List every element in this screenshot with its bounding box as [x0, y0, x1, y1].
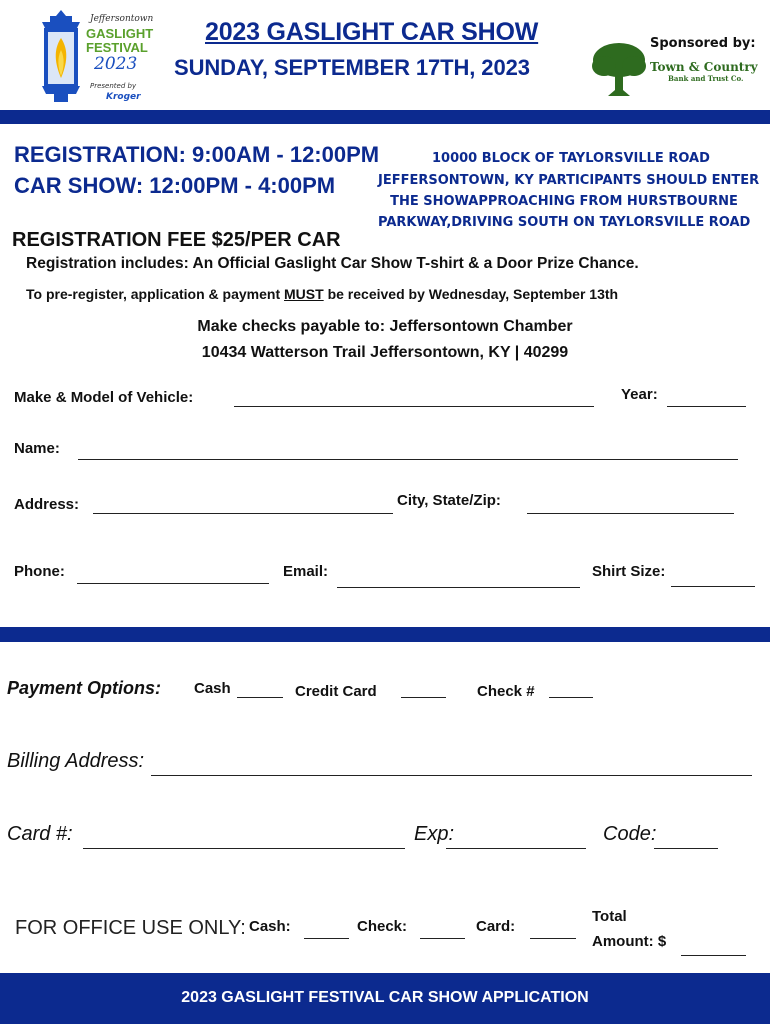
location-line-1: 10000 BLOCK OF TAYLORSVILLE ROAD [432, 151, 710, 166]
sponsor-name: Town & Country [650, 60, 758, 74]
phone-label: Phone: [14, 563, 65, 580]
address-field[interactable] [93, 513, 393, 514]
payment-cash-label: Cash [194, 680, 231, 697]
office-check-field[interactable] [420, 938, 465, 939]
location-line-3: THE SHOWAPPROACHING FROM HURSTBOURNE [390, 194, 738, 209]
card-number-field[interactable] [83, 848, 405, 849]
preregister-deadline: be received by Wednesday, September 13th [323, 286, 619, 302]
make-model-label: Make & Model of Vehicle: [14, 389, 194, 406]
logo-presented-by: Presented by [90, 82, 137, 90]
email-field[interactable] [337, 587, 580, 588]
total-amount-field[interactable] [681, 955, 746, 956]
logo-name-line2: FESTIVAL [86, 40, 148, 55]
phone-field[interactable] [77, 583, 269, 584]
event-date: SUNDAY, SEPTEMBER 17TH, 2023 [174, 55, 530, 80]
office-use-label: FOR OFFICE USE ONLY: [15, 917, 246, 939]
card-number-label: Card #: [7, 823, 73, 845]
billing-address-field[interactable] [151, 775, 752, 776]
office-cash-field[interactable] [304, 938, 349, 939]
registration-includes: Registration includes: An Official Gaslight Car Show T-shirt & a Door Prize Chance. [26, 255, 639, 272]
total-label-line2: Amount: $ [592, 933, 667, 950]
payment-cash-field[interactable] [237, 697, 283, 698]
chamber-address: 10434 Watterson Trail Jeffersontown, KY | 40299 [201, 344, 569, 361]
preregister-note [26, 286, 618, 302]
payment-options-label: Payment Options: [7, 678, 162, 698]
year-field[interactable] [667, 406, 746, 407]
office-card-field[interactable] [530, 938, 576, 939]
payment-credit-card-field[interactable] [401, 697, 446, 698]
email-label: Email: [283, 563, 329, 580]
address-label: Address: [14, 496, 80, 513]
sponsor-logo [590, 40, 765, 100]
payment-credit-card-label: Credit Card [295, 683, 377, 700]
year-label: Year: [621, 386, 658, 403]
festival-logo [36, 8, 156, 108]
office-cash-label: Cash: [249, 918, 291, 935]
code-label: Code: [603, 823, 657, 845]
total-label-line1: Total [592, 908, 627, 925]
make-model-field[interactable] [234, 406, 594, 407]
city-state-zip-field[interactable] [527, 513, 734, 514]
location-line-4: PARKWAY,DRIVING SOUTH ON TAYLORSVILLE ROAD [378, 215, 751, 230]
lantern-icon [36, 8, 86, 106]
exp-field[interactable] [446, 848, 586, 849]
logo-kroger: Kroger [106, 92, 141, 102]
footer-title: 2023 GASLIGHT FESTIVAL CAR SHOW APPLICATION [181, 989, 589, 1006]
tree-icon [590, 40, 648, 98]
preregister-text: To pre-register, application & payment [26, 286, 285, 302]
shirt-size-field[interactable] [671, 586, 755, 587]
shirt-size-label: Shirt Size: [592, 563, 666, 580]
location-line-2: JEFFERSONTOWN, KY PARTICIPANTS SHOULD ENTER [378, 173, 760, 188]
registration-time: REGISTRATION: 9:00AM - 12:00PM [14, 142, 380, 167]
exp-label: Exp: [414, 823, 455, 845]
logo-year: 2023 [94, 54, 138, 74]
event-title: 2023 GASLIGHT CAR SHOW [205, 18, 539, 46]
checks-payable: Make checks payable to: Jeffersontown Chamber [197, 318, 573, 335]
car-show-time: CAR SHOW: 12:00PM - 4:00PM [14, 173, 336, 198]
footer-banner [0, 973, 770, 1024]
name-field[interactable] [78, 459, 738, 460]
office-card-label: Card: [476, 918, 516, 935]
logo-name-line1: GASLIGHT [86, 26, 154, 41]
registration-fee: REGISTRATION FEE $25/PER CAR [12, 229, 341, 251]
sponsored-by-label: Sponsored by: [650, 36, 756, 51]
payment-check-field[interactable] [549, 697, 593, 698]
name-label: Name: [14, 440, 60, 457]
payment-check-label: Check # [477, 683, 535, 700]
office-check-label: Check: [357, 918, 408, 935]
section-divider [0, 627, 770, 642]
billing-address-label: Billing Address: [7, 750, 145, 772]
header-divider [0, 110, 770, 124]
code-field[interactable] [654, 848, 718, 849]
city-state-zip-label: City, State/Zip: [397, 492, 501, 509]
logo-script-text: Jeffersontown [90, 14, 154, 24]
preregister-must: MUST [284, 286, 324, 302]
sponsor-subtitle: Bank and Trust Co. [668, 74, 744, 83]
